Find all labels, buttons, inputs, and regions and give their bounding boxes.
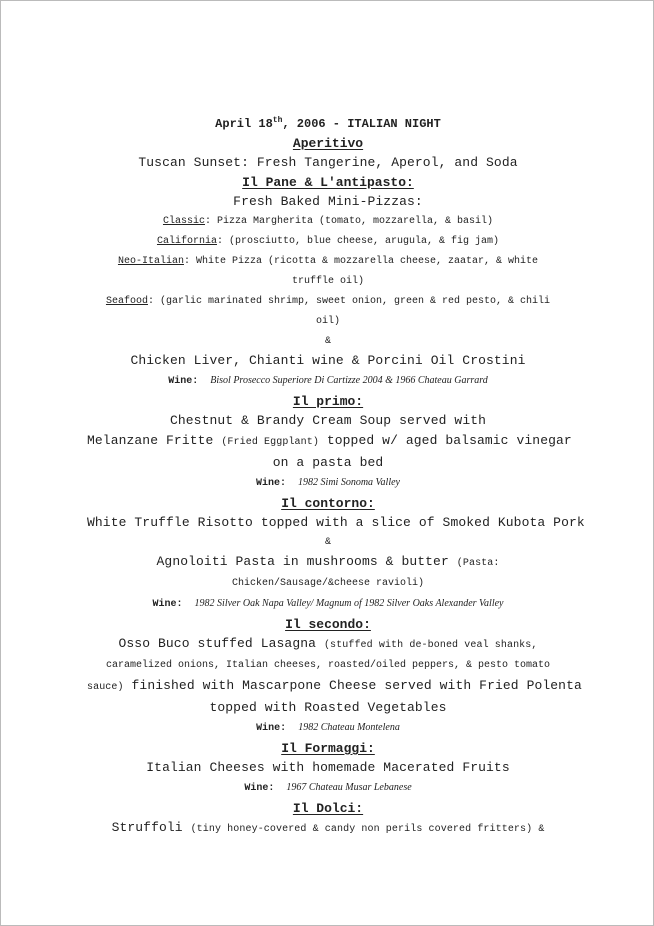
wine-secondo: Wine: 1982 Chateau Montelena xyxy=(256,722,400,734)
pizza-neo-italian-cont: truffle oil) xyxy=(291,276,364,287)
heading-contorno: Il contorno: xyxy=(281,496,375,511)
heading-formaggi: Il Formaggi: xyxy=(281,741,375,756)
heading-secondo: Il secondo: xyxy=(285,617,371,632)
crostini-item: Chicken Liver, Chianti wine & Porcini Oil Crostini xyxy=(130,353,526,368)
dolci-line-1: Struffoli (tiny honey-covered & candy non perils covered fritters) & xyxy=(111,820,545,835)
primo-line-1: Chestnut & Brandy Cream Soup served with xyxy=(169,413,487,428)
antipasto-intro: Fresh Baked Mini-Pizzas: xyxy=(233,194,423,209)
heading-dolci: Il Dolci: xyxy=(292,801,364,816)
wine-formaggi: Wine: 1967 Chateau Musar Lebanese xyxy=(244,782,412,794)
secondo-line-3: sauce) finished with Mascarpone Cheese served with Fried Polenta xyxy=(87,678,582,693)
pizza-seafood: Seafood: (garlic marinated shrimp, sweet onion, green & red pesto, & chili xyxy=(105,296,551,307)
primo-line-3: on a pasta bed xyxy=(272,455,384,470)
heading-aperitivo: Aperitivo xyxy=(292,136,364,151)
menu-content xyxy=(87,111,585,840)
wine-primo: Wine: 1982 Simi Sonoma Valley xyxy=(256,477,400,489)
formaggi-line-1: Italian Cheeses with homemade Macerated Fruits xyxy=(146,760,510,775)
pizza-neo-italian: Neo-Italian: White Pizza (ricotta & mozzarella cheese, zaatar, & white xyxy=(117,256,539,267)
secondo-line-1: Osso Buco stuffed Lasagna (stuffed with de-boned veal shanks, xyxy=(118,636,538,651)
ampersand: & xyxy=(324,336,331,347)
page-title: April 18th, 2006 - ITALIAN NIGHT xyxy=(215,116,441,131)
wine-antipasto: Wine: Bisol Prosecco Superiore Di Cartizze 2004 & 1966 Chateau Garrard xyxy=(168,375,488,387)
pizza-seafood-cont: oil) xyxy=(315,316,340,327)
wine-contorno: Wine: 1982 Silver Oak Napa Valley/ Magnum of 1982 Silver Oaks Alexander Valley xyxy=(152,598,504,610)
contorno-line-2: Agnoloiti Pasta in mushrooms & butter (Pasta: xyxy=(156,554,500,569)
primo-line-2: Melanzane Fritte (Fried Eggplant) topped w/ aged balsamic vinegar xyxy=(87,433,572,448)
pizza-california: California: (prosciutto, blue cheese, arugula, & fig jam) xyxy=(156,236,500,247)
secondo-line-2: caramelized onions, Italian cheeses, roasted/oiled peppers, & pesto tomato xyxy=(105,660,551,671)
ampersand: & xyxy=(324,537,331,548)
secondo-line-4: topped with Roasted Vegetables xyxy=(209,700,447,715)
heading-antipasto: Il Pane & L'antipasto: xyxy=(242,175,414,190)
pizza-classic: Classic: Pizza Margherita (tomato, mozzarella, & basil) xyxy=(162,216,494,227)
aperitivo-item: Tuscan Sunset: Fresh Tangerine, Aperol, and Soda xyxy=(138,155,518,170)
contorno-line-3: Chicken/Sausage/&cheese ravioli) xyxy=(231,578,425,589)
heading-primo: Il primo: xyxy=(292,394,364,409)
contorno-line-1: White Truffle Risotto topped with a slice of Smoked Kubota Pork xyxy=(87,515,585,530)
